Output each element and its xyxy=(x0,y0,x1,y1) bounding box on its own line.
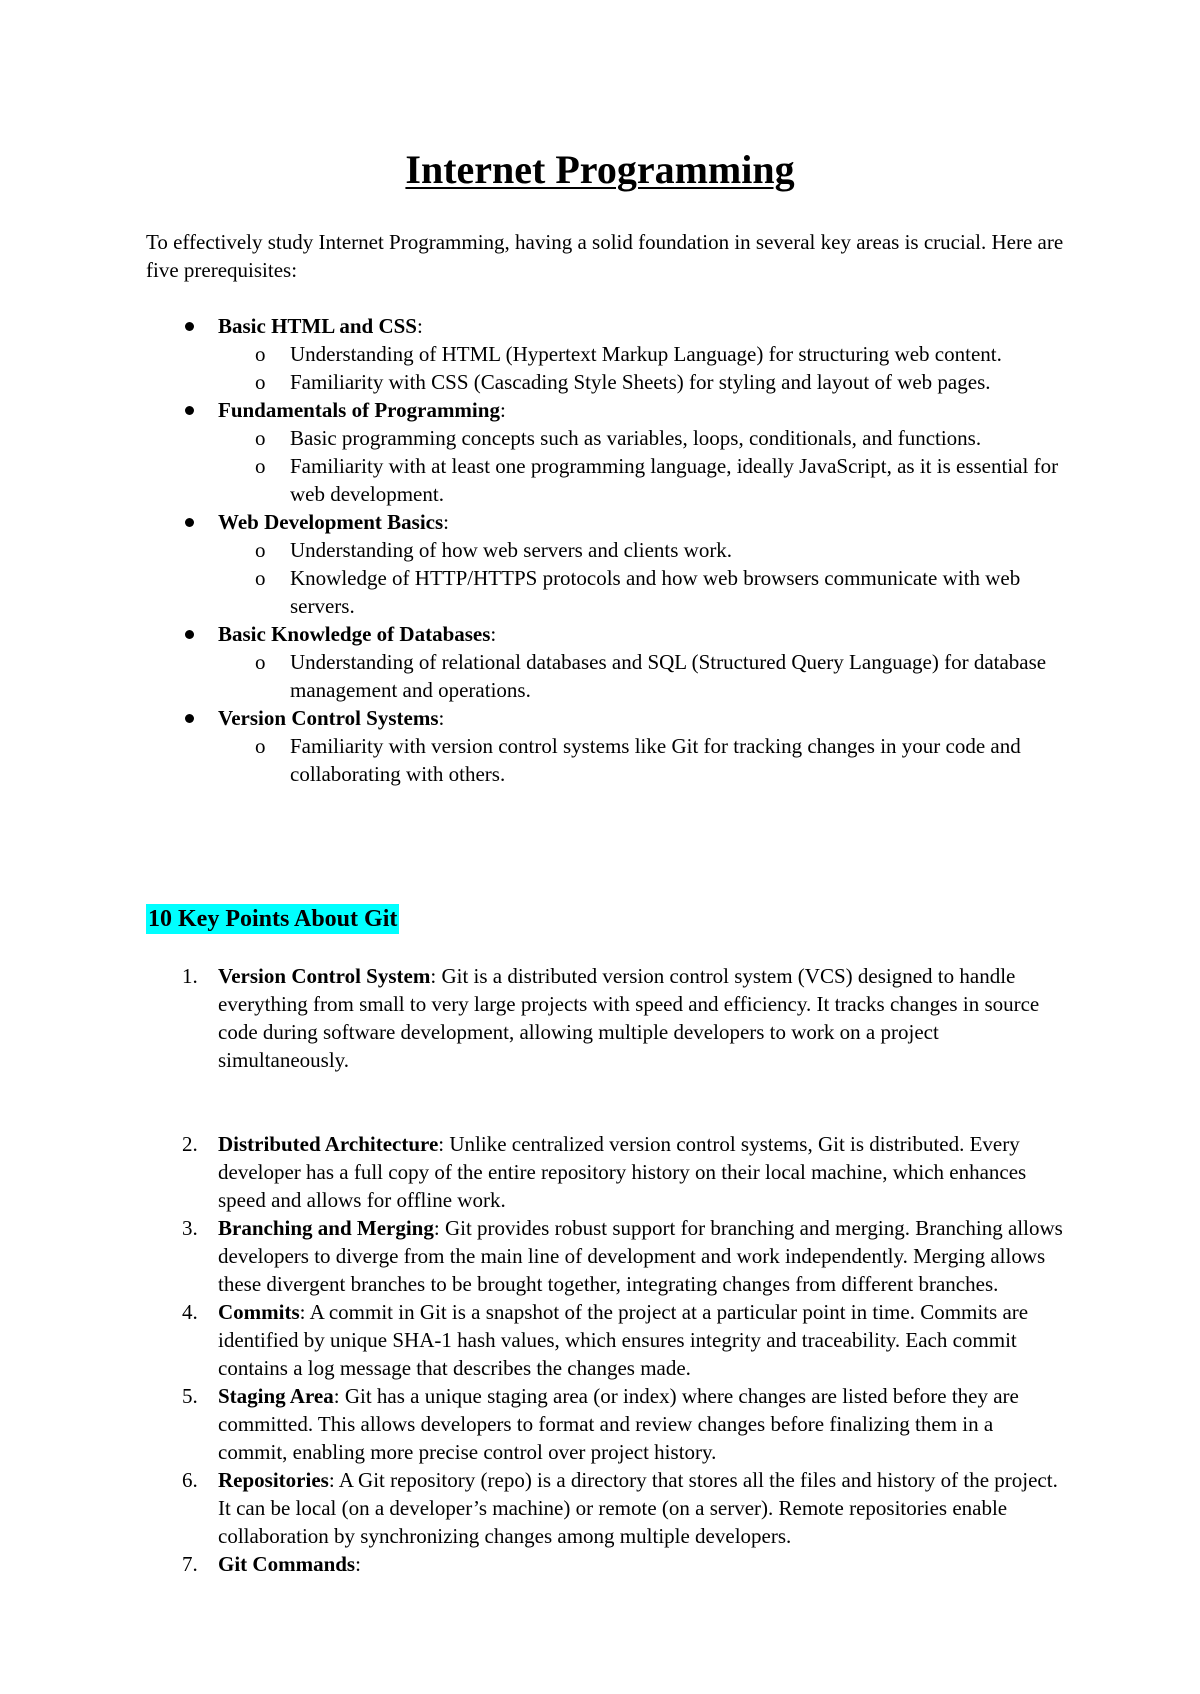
sub-list xyxy=(218,648,1066,704)
point-text: A Git repository (repo) is a directory that stores all the files and history of the project. It can be local (on a developer’s machine) or remote (on a server). Remote repositories enable collaboration by synchronizing changes among multiple developers. xyxy=(218,1468,1058,1548)
list-item: 5. Staging Area: Git has a unique staging area (or index) where changes are listed before they are committed. This allows developers to format and review changes before finalizing them in a commit, enabling more precise control over project history. xyxy=(182,1384,1019,1464)
sub-list-item: o Familiarity with CSS (Cascading Style Sheets) for styling and layout of web pages. xyxy=(218,368,1066,396)
point-text: Unlike centralized version control systems, Git is distributed. Every developer has a full copy of the entire repository history on their local machine, which enhances speed and allows for offline work. xyxy=(218,1132,1027,1212)
point-title: Commits xyxy=(218,1300,300,1324)
sub-list-item: o Understanding of HTML (Hypertext Markup Language) for structuring web content. xyxy=(218,340,1066,368)
prerequisites-list xyxy=(146,312,1066,788)
point-title: Staging Area xyxy=(218,1384,334,1408)
list-item: 1. Version Control System: Git is a distributed version control system (VCS) designed to handle everything from small to very large projects with speed and efficiency. It tracks changes in source code during software development, allowing multiple developers to work on a project simultaneously. xyxy=(182,964,1040,1072)
section-heading: 10 Key Points About Git xyxy=(148,906,398,932)
point-text: Git has a unique staging area (or index) where changes are listed before they are committed. This allows developers to format and review changes before finalizing them in a commit, enabling more precise control over project history. xyxy=(218,1384,1019,1464)
point-title: Version Control System xyxy=(218,964,431,988)
point-title: Repositories xyxy=(218,1468,329,1492)
list-number: 6. xyxy=(182,1468,198,1492)
prerequisite-title: Basic HTML and CSS xyxy=(218,314,417,338)
git-points-list xyxy=(146,962,1066,1578)
list-item: Fundamentals of Programming: o Basic programming concepts such as variables, loops, conditionals, and functions. o Familiarity with at least one programming language, ideally JavaScript, as it is essential for web development. xyxy=(146,396,1066,508)
page-title: Internet Programming xyxy=(405,147,795,192)
point-text: A commit in Git is a snapshot of the project at a particular point in time. Commits are identified by unique SHA-1 hash values, which ensures integrity and traceability. Each commit contains a log message that describes the changes made. xyxy=(218,1300,1029,1380)
prerequisite-title: Fundamentals of Programming xyxy=(218,398,500,422)
list-number: 5. xyxy=(182,1384,198,1408)
list-item: 3. Branching and Merging: Git provides robust support for branching and merging. Branching allows developers to diverge from the main line of development and work independently. Merging allows these divergent branches to be brought together, integrating changes from different branches. xyxy=(182,1216,1063,1296)
prerequisite-title: Basic Knowledge of Databases xyxy=(218,622,491,646)
list-number: 1. xyxy=(182,964,198,988)
sub-list xyxy=(218,732,1066,788)
sub-list-item: o Familiarity with version control systems like Git for tracking changes in your code and collaborating with others. xyxy=(218,732,1066,788)
list-item: 2. Distributed Architecture: Unlike centralized version control systems, Git is distributed. Every developer has a full copy of the entire repository history on their local machine, which enhances speed and allows for offline work. xyxy=(182,1132,1027,1212)
list-item: 4. Commits: A commit in Git is a snapshot of the project at a particular point in time. Commits are identified by unique SHA-1 hash values, which ensures integrity and traceability. Each commit contains a log message that describes the changes made. xyxy=(182,1300,1029,1380)
sub-list-item: o Familiarity with at least one programming language, ideally JavaScript, as it is essential for web development. xyxy=(218,452,1066,508)
sub-list-item: o Knowledge of HTTP/HTTPS protocols and how web browsers communicate with web servers. xyxy=(218,564,1066,620)
list-number: 3. xyxy=(182,1216,198,1240)
list-item: 6. Repositories: A Git repository (repo) is a directory that stores all the files and history of the project. It can be local (on a developer’s machine) or remote (on a server). Remote repositories enable collaboration by synchronizing changes among multiple developers. xyxy=(182,1468,1058,1548)
sub-list xyxy=(218,340,1066,396)
point-text: Git provides robust support for branching and merging. Branching allows developers to diverge from the main line of development and work independently. Merging allows these divergent branches to be brought together, integrating changes from different branches. xyxy=(218,1216,1063,1296)
sub-list-item: o Understanding of how web servers and clients work. xyxy=(218,536,1066,564)
list-item: 7. Git Commands: xyxy=(182,1552,361,1576)
point-title: Git Commands xyxy=(218,1552,356,1576)
list-number: 4. xyxy=(182,1300,198,1324)
intro-paragraph: To effectively study Internet Programming, having a solid foundation in several key areas is crucial. Here are five prerequisites: xyxy=(146,230,1064,282)
sub-list-item: o Basic programming concepts such as variables, loops, conditionals, and functions. xyxy=(218,424,1066,452)
prerequisite-title: Web Development Basics xyxy=(218,510,444,534)
sub-list xyxy=(218,536,1066,620)
point-title: Branching and Merging xyxy=(218,1216,434,1240)
list-number: 2. xyxy=(182,1132,198,1156)
point-text: Git is a distributed version control system (VCS) designed to handle everything from small to very large projects with speed and efficiency. It tracks changes in source code during software development, allowing multiple developers to work on a project simultaneously. xyxy=(218,964,1040,1072)
sub-list xyxy=(218,424,1066,508)
sub-list-item: o Understanding of relational databases and SQL (Structured Query Language) for database management and operations. xyxy=(218,648,1066,704)
list-item: Basic Knowledge of Databases: o Understanding of relational databases and SQL (Structured Query Language) for database management and operations. xyxy=(146,620,1066,704)
list-item: Web Development Basics: o Understanding of how web servers and clients work. o Knowledge of HTTP/HTTPS protocols and how web browsers communicate with web servers. xyxy=(146,508,1066,620)
list-item: Basic HTML and CSS: o Understanding of HTML (Hypertext Markup Language) for structuring web content. o Familiarity with CSS (Cascading Style Sheets) for styling and layout of web pages. xyxy=(146,312,1066,396)
prerequisite-title: Version Control Systems xyxy=(218,706,439,730)
point-title: Distributed Architecture xyxy=(218,1132,439,1156)
list-item: Version Control Systems: o Familiarity with version control systems like Git for tracking changes in your code and collaborating with others. xyxy=(146,704,1066,788)
list-number: 7. xyxy=(182,1552,198,1576)
